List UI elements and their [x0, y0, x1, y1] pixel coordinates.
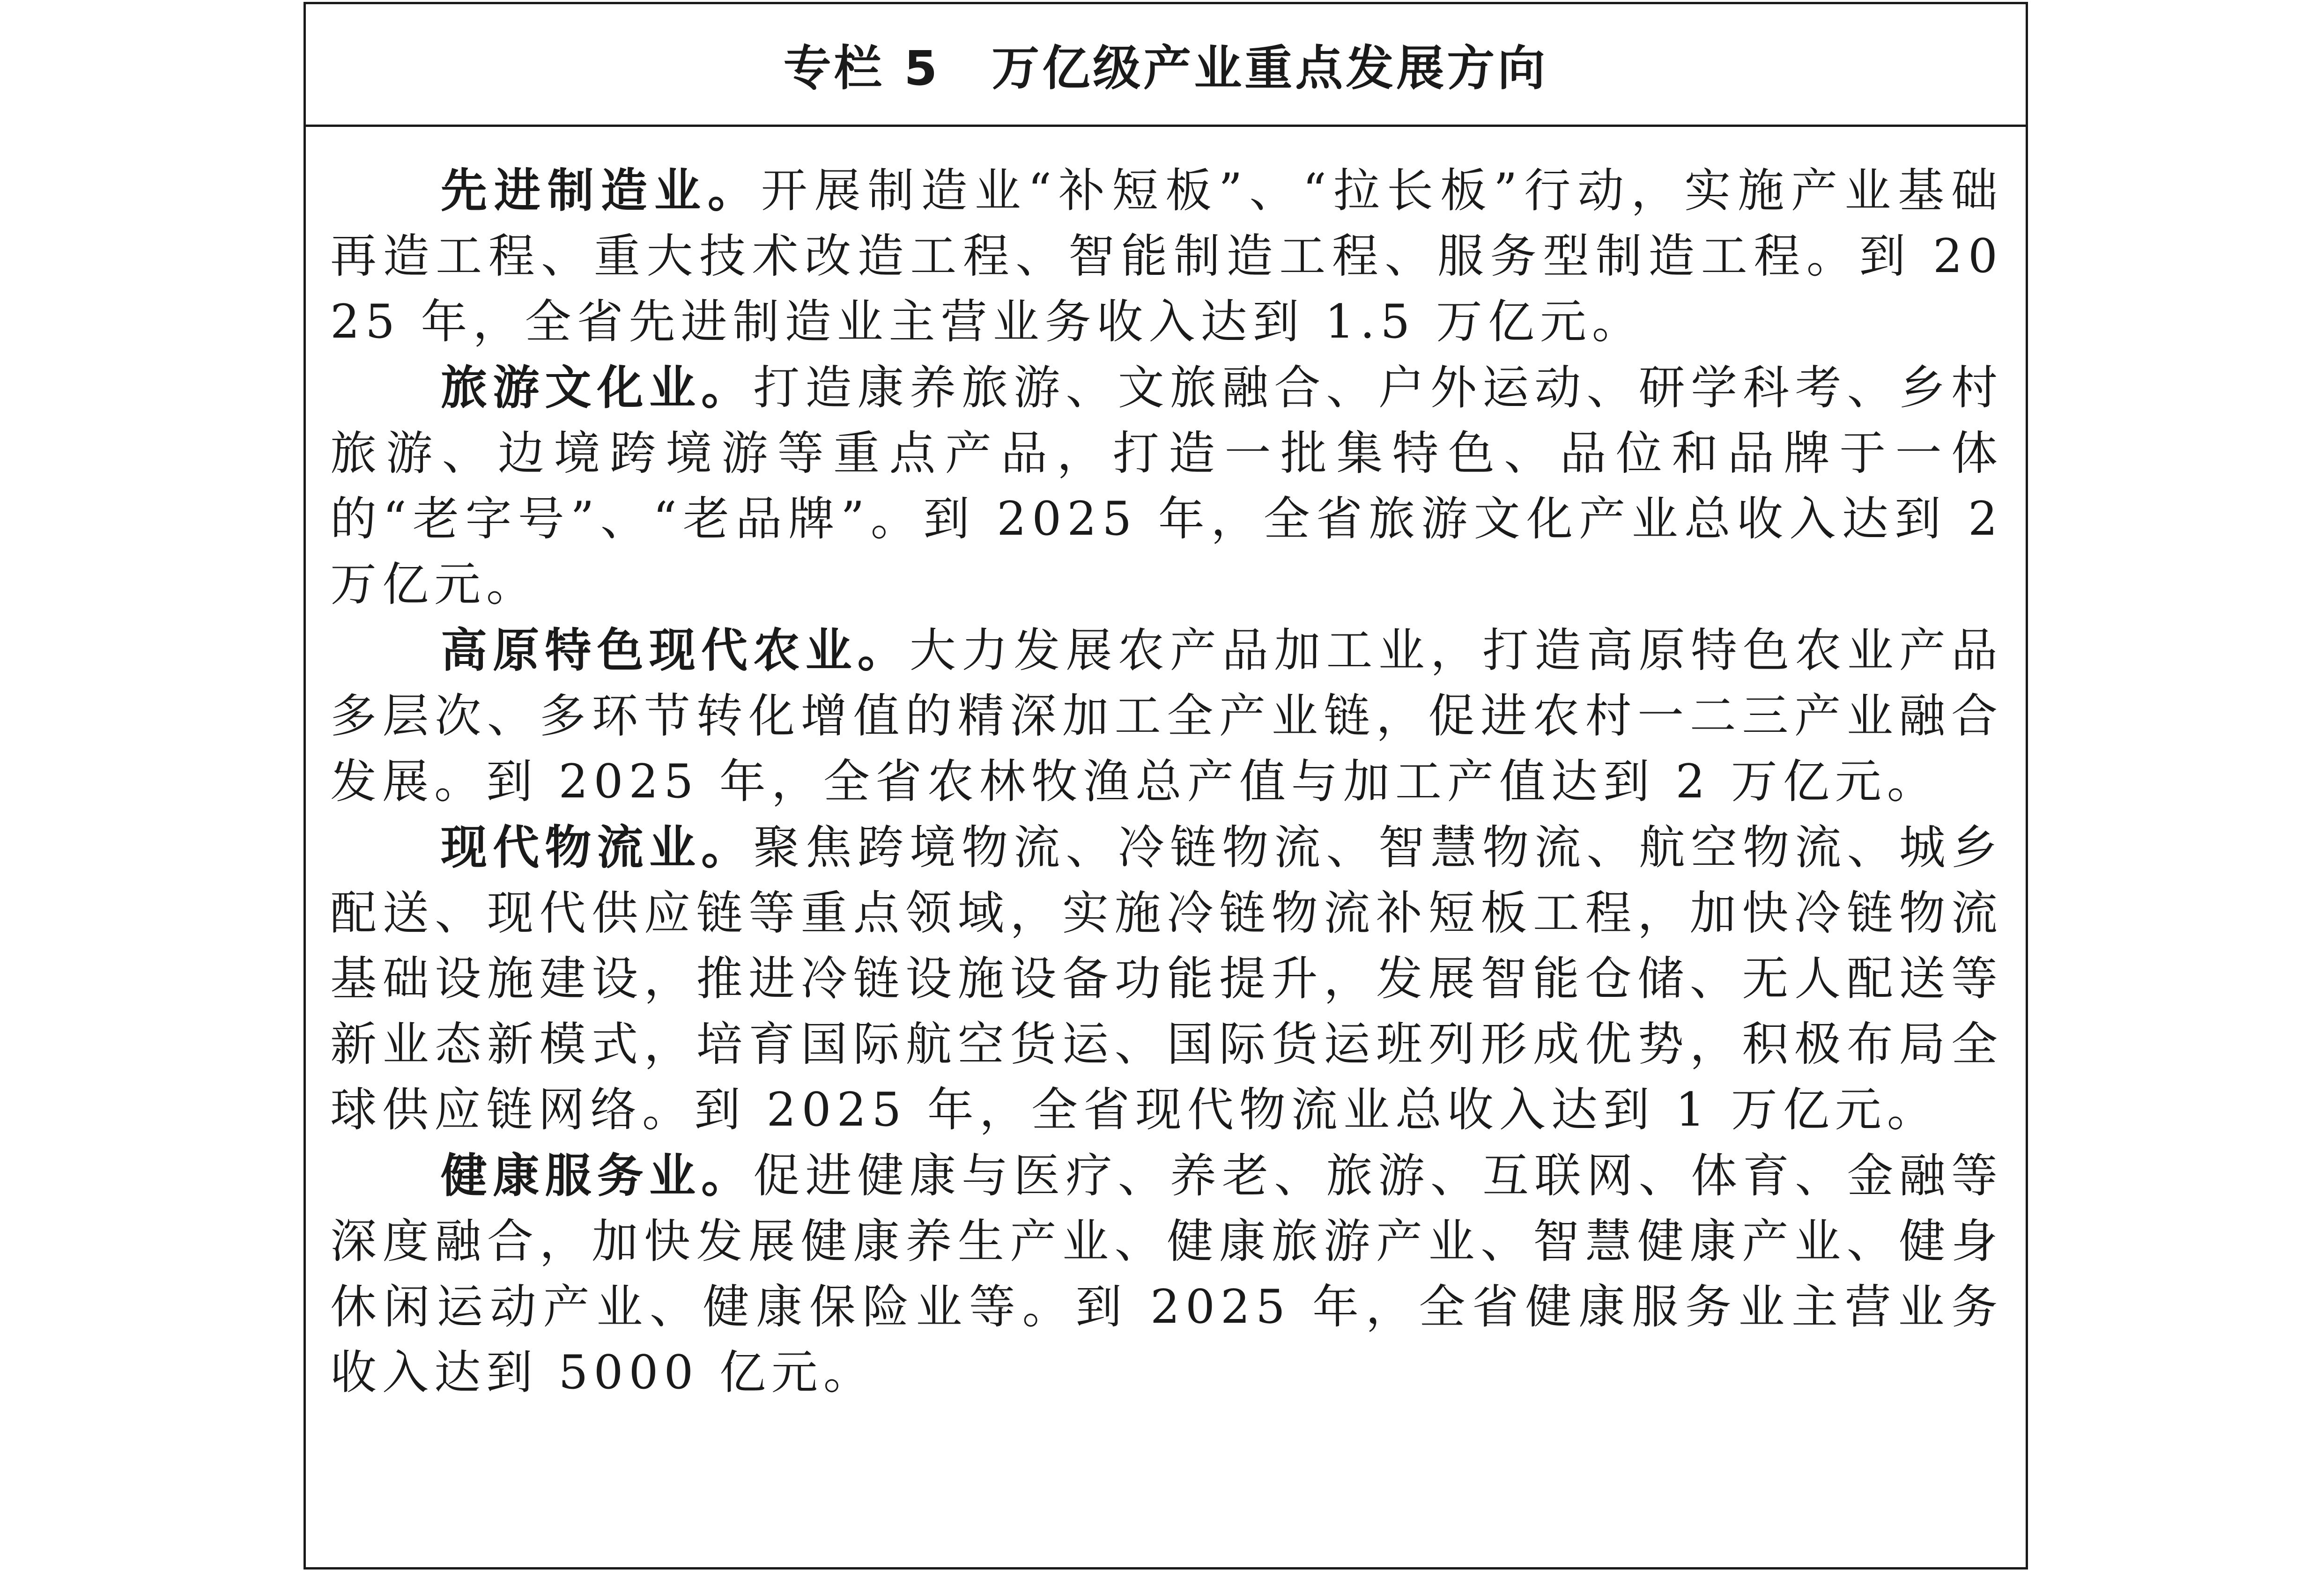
box-header	[306, 4, 2026, 127]
section-health-services	[330, 1143, 2003, 1406]
section-text: 打造康养旅游、文旅融合、户外运动、研学科考、乡村旅游、边境跨境游等重点产品，打造一批集特色、品位和品牌于一体的“老字号”、“老品牌”。到 2025 年，全省旅游文化产业总收入达到 2 万亿元。	[330, 361, 2004, 612]
section-heading: 先进制造业。	[441, 163, 761, 218]
section-plateau-agriculture	[330, 618, 2003, 815]
section-text: 促进健康与医疗、养老、旅游、互联网、体育、金融等深度融合，加快发展健康养生产业、健康旅游产业、智慧健康产业、健身休闲运动产业、健康保险业等。到 2025 年，全省健康服务业主营业务收入达到 5000 亿元。	[330, 1149, 2004, 1400]
section-text: 开展制造业“补短板”、“拉长板”行动，实施产业基础再造工程、重大技术改造工程、智能制造工程、服务型制造工程。到 2025 年，全省先进制造业主营业务收入达到 1.5 万亿元。	[330, 164, 2004, 349]
section-heading: 现代物流业。	[441, 820, 754, 875]
section-modern-logistics	[330, 815, 2003, 1143]
section-text: 大力发展农产品加工业，打造高原特色农业产品多层次、多环节转化增值的精深加工全产业链，促进农村一二三产业融合发展。到 2025 年，全省农林牧渔总产值与加工产值达到 2 万亿元。	[330, 624, 2004, 809]
box-body	[306, 127, 2026, 1406]
box-title	[784, 30, 1548, 99]
section-advanced-manufacturing	[330, 158, 2003, 355]
box-title-text: 万亿级产业重点发展方向	[992, 40, 1548, 96]
section-heading: 旅游文化业。	[441, 361, 754, 415]
box-tag: 专栏 5	[783, 40, 940, 96]
section-heading: 健康服务业。	[441, 1149, 754, 1203]
info-box	[303, 2, 2028, 1570]
section-tourism-culture	[330, 355, 2003, 618]
section-text: 聚焦跨境物流、冷链物流、智慧物流、航空物流、城乡配送、现代供应链等重点领域，实施冷链物流补短板工程，加快冷链物流基础设施建设，推进冷链设施设备功能提升，发展智能仓储、无人配送等新业态新模式，培育国际航空货运、国际货运班列形成优势，积极布局全球供应链网络。到 2025 年，全省现代物流业总收入达到 1 万亿元。	[330, 821, 2004, 1137]
section-heading: 高原特色现代农业。	[441, 623, 910, 678]
